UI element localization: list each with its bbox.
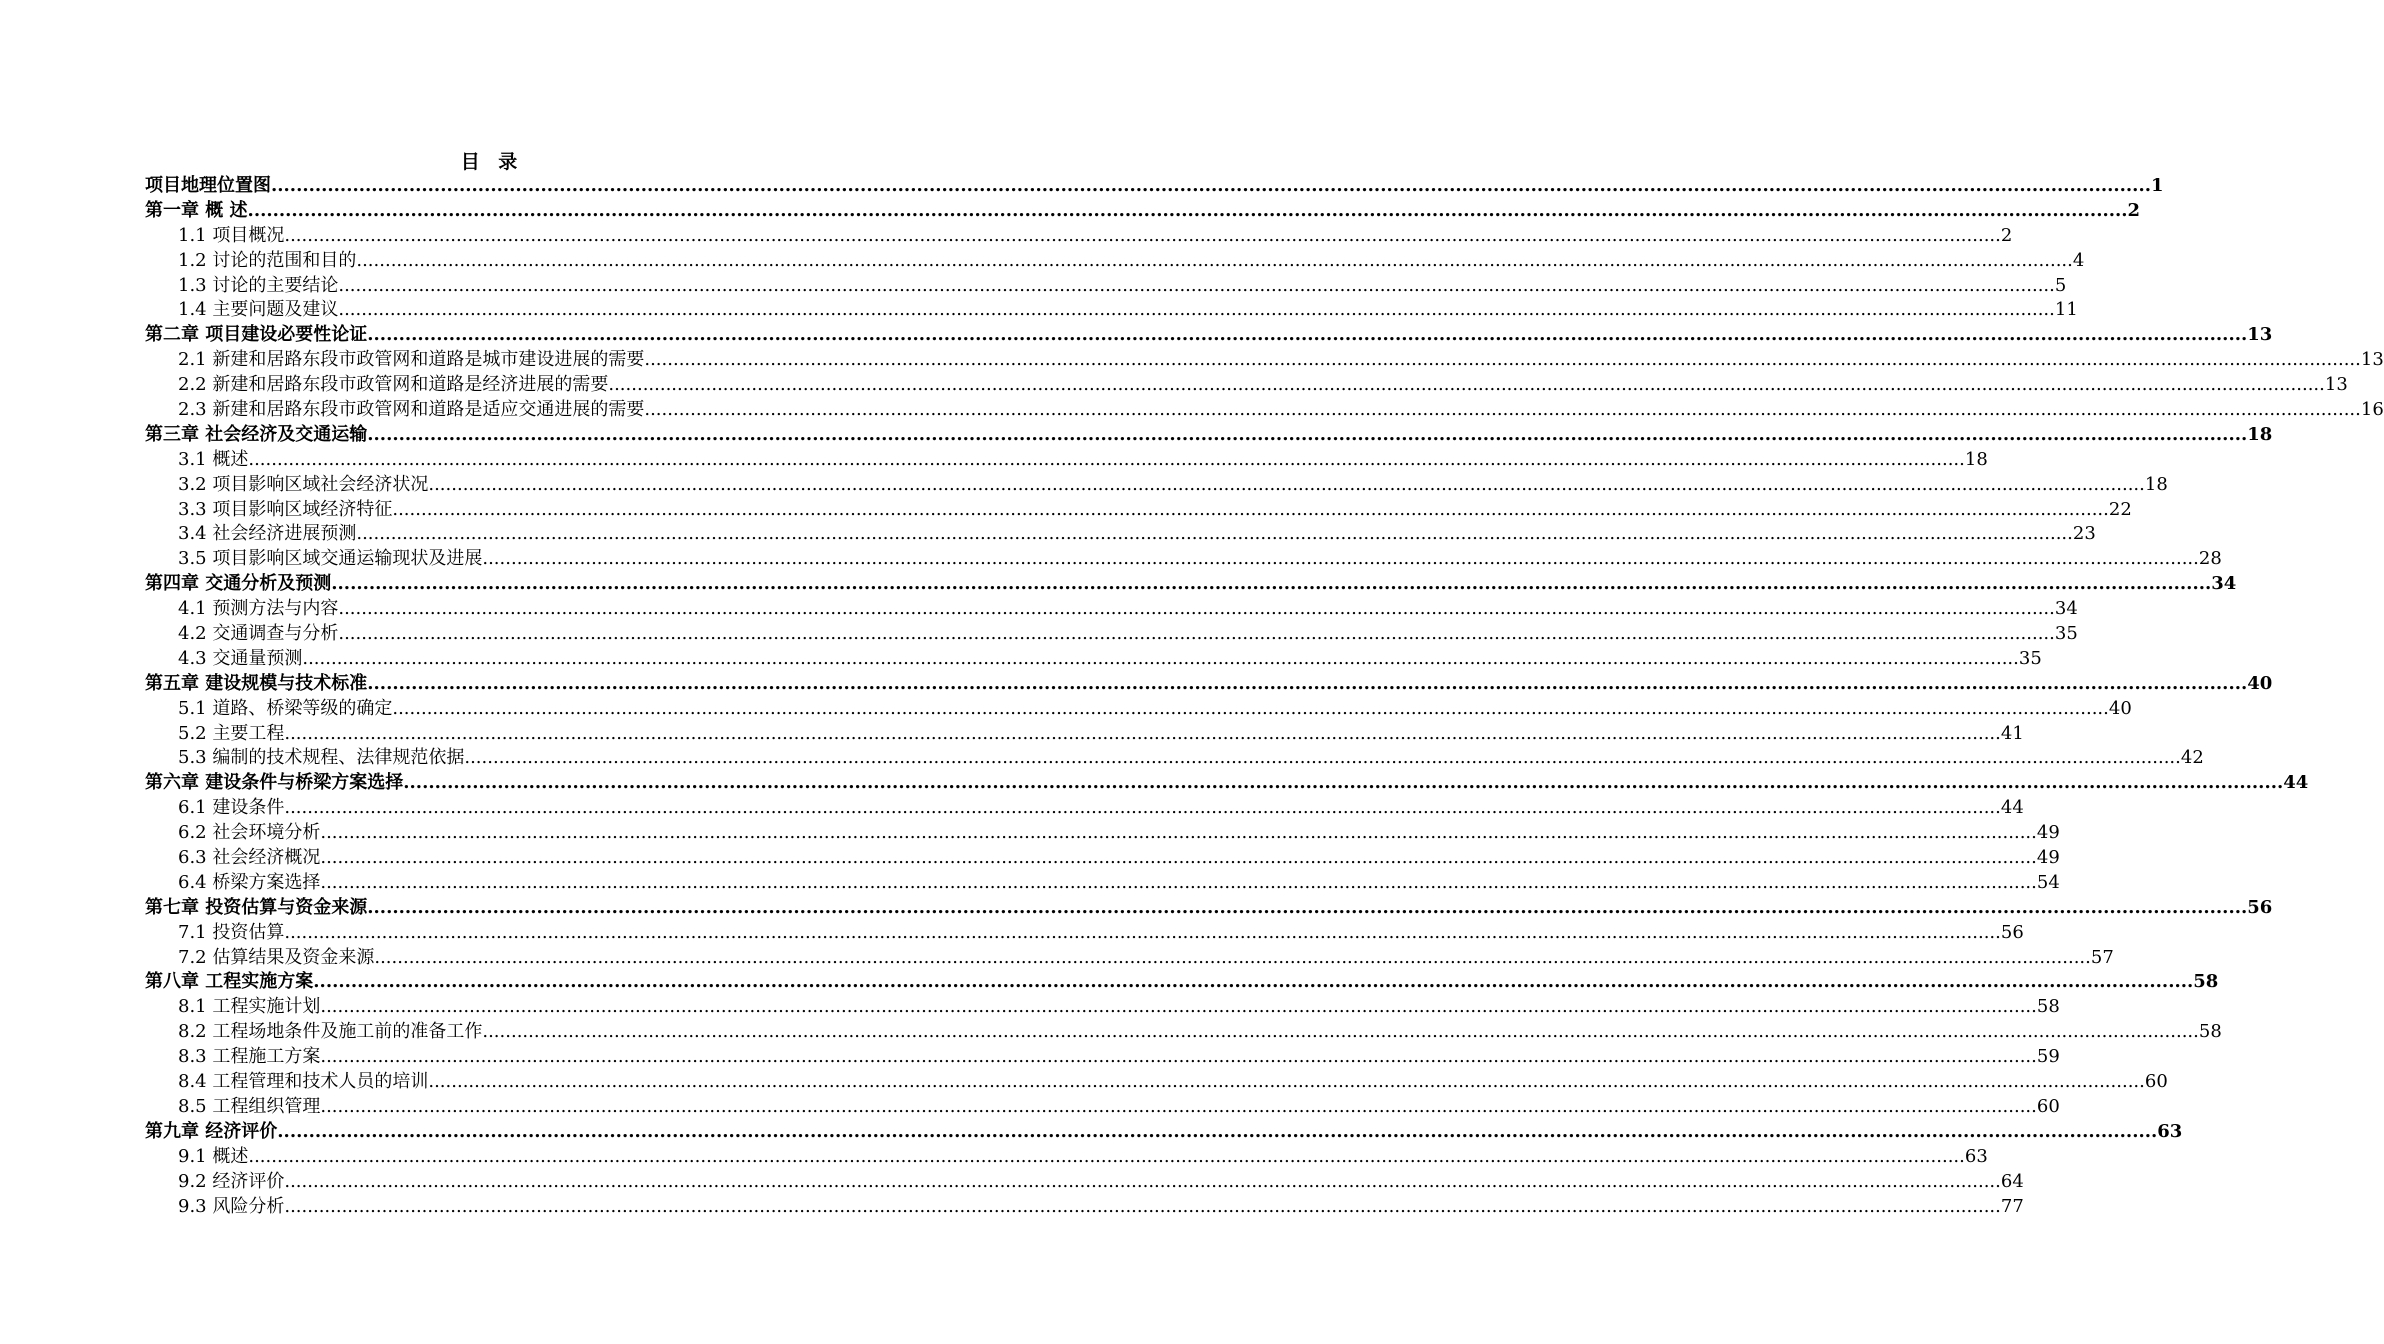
toc-entry-label: 第五章 建设规模与技术标准 — [145, 672, 368, 694]
toc-entry-label: 8.2 工程场地条件及施工前的准备工作 — [178, 1021, 483, 1043]
dot-leader: ............................................................................................................................................................................................................................................................................................................ — [338, 299, 2055, 321]
toc-section-entry[interactable] — [145, 1020, 2222, 1045]
toc-chapter-entry[interactable] — [145, 971, 2219, 996]
toc-chapter-entry[interactable] — [145, 174, 2164, 199]
toc-section-entry[interactable] — [145, 1045, 2060, 1070]
toc-section-entry[interactable] — [145, 597, 2078, 622]
toc-chapter-entry[interactable] — [145, 771, 2309, 796]
toc-entry-label: 1.1 项目概况 — [178, 224, 285, 246]
toc-entry-label: 6.2 社会环境分析 — [178, 822, 321, 844]
toc-page-number: 4 — [2072, 249, 2085, 271]
toc-page-number: 41 — [2000, 722, 2024, 744]
toc-section-entry[interactable] — [145, 821, 2060, 846]
toc-entry-label: 第七章 投资估算与资金来源 — [145, 896, 368, 918]
toc-section-entry[interactable] — [145, 796, 2024, 821]
toc-section-entry[interactable] — [145, 522, 2096, 547]
toc-page-number: 13 — [2324, 374, 2348, 396]
dot-leader: ............................................................................................................................................................................................................................................................................................................ — [338, 598, 2055, 620]
toc-entry-label: 2.1 新建和居路东段市政管网和道路是城市建设进展的需要 — [178, 349, 645, 371]
toc-page-number: 77 — [2000, 1195, 2024, 1217]
toc-entry-label: 9.1 概述 — [178, 1145, 249, 1167]
toc-section-entry[interactable] — [145, 249, 2085, 274]
toc-page-number: 63 — [2157, 1120, 2183, 1142]
toc-entry-label: 项目地理位置图 — [145, 174, 271, 196]
dot-leader: ............................................................................................................................................................................................................................................................................................................ — [320, 871, 2037, 893]
toc-entry-label: 7.2 估算结果及资金来源 — [178, 946, 375, 968]
table-of-contents — [145, 174, 2384, 1219]
dot-leader: ............................................................................................................................................................................................................................................................................................................ — [277, 1120, 2158, 1142]
toc-entry-label: 5.3 编制的技术规程、法律规范依据 — [178, 747, 465, 769]
dot-leader: ............................................................................................................................................................................................................................................................................................................ — [644, 399, 2361, 420]
toc-entry-label: 4.3 交通量预测 — [178, 647, 303, 669]
dot-leader: ............................................................................................................................................................................................................................................................................................................ — [271, 174, 2151, 196]
toc-section-entry[interactable] — [145, 746, 2204, 771]
dot-leader: ............................................................................................................................................................................................................................................................................................................ — [403, 772, 2284, 794]
dot-leader: ............................................................................................................................................................................................................................................................................................................ — [356, 249, 2073, 271]
toc-entry-label: 3.1 概述 — [178, 448, 249, 470]
dot-leader: ............................................................................................................................................................................................................................................................................................................ — [284, 722, 2001, 744]
toc-section-entry[interactable] — [145, 448, 1988, 473]
toc-entry-label: 1.2 讨论的范围和目的 — [178, 249, 357, 271]
toc-entry-label: 第三章 社会经济及交通运输 — [145, 423, 368, 445]
dot-leader: ............................................................................................................................................................................................................................................................................................................ — [392, 697, 2109, 719]
dot-leader: ............................................................................................................................................................................................................................................................................................................ — [338, 623, 2055, 645]
toc-entry-label: 5.1 道路、桥梁等级的确定 — [178, 697, 393, 719]
dot-leader: ............................................................................................................................................................................................................................................................................................................ — [482, 1021, 2199, 1043]
toc-page-number: 49 — [2036, 822, 2060, 844]
toc-page-number: 18 — [2144, 473, 2168, 495]
toc-entry-label: 8.3 工程施工方案 — [178, 1046, 321, 1068]
toc-page-number: 60 — [2144, 1071, 2168, 1093]
toc-section-entry[interactable] — [145, 1195, 2024, 1220]
toc-chapter-entry[interactable] — [145, 423, 2273, 448]
toc-page-number: 2 — [2000, 224, 2013, 246]
dot-leader: ............................................................................................................................................................................................................................................................................................................ — [367, 423, 2248, 445]
toc-entry-label: 2.3 新建和居路东段市政管网和道路是适应交通进展的需要 — [178, 399, 645, 420]
toc-entry-label: 5.2 主要工程 — [178, 722, 285, 744]
dot-leader: ............................................................................................................................................................................................................................................................................................................ — [464, 747, 2181, 769]
toc-section-entry[interactable] — [145, 647, 2042, 672]
dot-leader: ............................................................................................................................................................................................................................................................................................................ — [313, 971, 2194, 993]
toc-entry-label: 4.1 预测方法与内容 — [178, 598, 339, 620]
dot-leader: ............................................................................................................................................................................................................................................................................................................ — [482, 548, 2199, 570]
toc-page-number: 13 — [2247, 324, 2273, 346]
toc-entry-label: 3.5 项目影响区域交通运输现状及进展 — [178, 548, 483, 570]
dot-leader: ............................................................................................................................................................................................................................................................................................................ — [331, 573, 2212, 595]
toc-section-entry[interactable] — [145, 1145, 1988, 1170]
toc-page-number: 56 — [2247, 896, 2273, 918]
toc-section-entry[interactable] — [145, 498, 2132, 523]
toc-entry-label: 第九章 经济评价 — [145, 1120, 278, 1142]
dot-leader: ............................................................................................................................................................................................................................................................................................................ — [428, 1071, 2145, 1093]
dot-leader: ............................................................................................................................................................................................................................................................................................................ — [338, 274, 2055, 296]
toc-chapter-entry[interactable] — [145, 672, 2273, 697]
toc-entry-label: 3.4 社会经济进展预测 — [178, 523, 357, 545]
dot-leader: ............................................................................................................................................................................................................................................................................................................ — [367, 324, 2248, 346]
toc-page-number: 23 — [2072, 523, 2096, 545]
toc-page-number: 1 — [2150, 174, 2164, 196]
toc-chapter-entry[interactable] — [145, 572, 2237, 597]
toc-section-entry[interactable] — [145, 995, 2060, 1020]
toc-page-number: 54 — [2036, 871, 2060, 893]
toc-chapter-entry[interactable] — [145, 896, 2273, 921]
toc-page-number: 5 — [2054, 274, 2067, 296]
dot-leader: ............................................................................................................................................................................................................................................................................................................ — [644, 349, 2361, 371]
toc-page-number: 58 — [2036, 996, 2060, 1018]
dot-leader: ............................................................................................................................................................................................................................................................................................................ — [320, 1046, 2037, 1068]
toc-page-number: 2 — [2127, 199, 2141, 221]
toc-entry-label: 第四章 交通分析及预测 — [145, 573, 332, 595]
toc-page-number: 40 — [2108, 697, 2132, 719]
toc-entry-label: 8.5 工程组织管理 — [178, 1095, 321, 1117]
dot-leader: ............................................................................................................................................................................................................................................................................................................ — [428, 473, 2145, 495]
toc-page-number: 42 — [2180, 747, 2204, 769]
toc-page-number: 11 — [2054, 299, 2078, 321]
toc-section-entry[interactable] — [145, 1070, 2168, 1095]
toc-entry-label: 第二章 项目建设必要性论证 — [145, 324, 368, 346]
toc-section-entry[interactable] — [145, 921, 2024, 946]
toc-chapter-entry[interactable] — [145, 323, 2273, 348]
toc-page-number: 18 — [1964, 448, 1988, 470]
toc-page-number: 60 — [2036, 1095, 2060, 1117]
toc-page-number: 56 — [2000, 921, 2024, 943]
toc-page-number: 58 — [2198, 1021, 2222, 1043]
dot-leader: ............................................................................................................................................................................................................................................................................................................ — [302, 647, 2019, 669]
toc-page-number: 35 — [2018, 647, 2042, 669]
toc-section-entry[interactable] — [145, 1170, 2024, 1195]
toc-section-entry[interactable] — [145, 398, 2384, 423]
toc-entry-label: 6.3 社会经济概况 — [178, 847, 321, 869]
toc-page-number: 57 — [2090, 946, 2114, 968]
toc-entry-label: 第八章 工程实施方案 — [145, 971, 314, 993]
toc-page-number: 59 — [2036, 1046, 2060, 1068]
dot-leader: ............................................................................................................................................................................................................................................................................................................ — [284, 797, 2001, 819]
toc-page-number: 18 — [2247, 423, 2273, 445]
dot-leader: ............................................................................................................................................................................................................................................................................................................ — [284, 1170, 2001, 1192]
toc-section-entry[interactable] — [145, 298, 2078, 323]
toc-page-number: 49 — [2036, 847, 2060, 869]
dot-leader: ............................................................................................................................................................................................................................................................................................................ — [320, 996, 2037, 1018]
dot-leader: ............................................................................................................................................................................................................................................................................................................ — [320, 1095, 2037, 1117]
dot-leader: ............................................................................................................................................................................................................................................................................................................ — [284, 921, 2001, 943]
toc-section-entry[interactable] — [145, 348, 2384, 373]
toc-section-entry[interactable] — [145, 622, 2078, 647]
dot-leader: ............................................................................................................................................................................................................................................................................................................ — [320, 847, 2037, 869]
dot-leader: ............................................................................................................................................................................................................................................................................................................ — [320, 822, 2037, 844]
dot-leader: ............................................................................................................................................................................................................................................................................................................ — [608, 374, 2325, 396]
toc-entry-label: 2.2 新建和居路东段市政管网和道路是经济进展的需要 — [178, 374, 609, 396]
dot-leader: ............................................................................................................................................................................................................................................................................................................ — [356, 523, 2073, 545]
toc-page-number: 28 — [2198, 548, 2222, 570]
toc-entry-label: 1.3 讨论的主要结论 — [178, 274, 339, 296]
toc-page-number: 13 — [2360, 349, 2384, 371]
toc-page-number: 34 — [2054, 598, 2078, 620]
toc-page-number: 35 — [2054, 623, 2078, 645]
toc-page-number: 44 — [2000, 797, 2024, 819]
dot-leader: ............................................................................................................................................................................................................................................................................................................ — [248, 448, 1965, 470]
toc-section-entry[interactable] — [145, 946, 2114, 971]
toc-section-entry[interactable] — [145, 473, 2168, 498]
toc-page-number: 34 — [2211, 573, 2237, 595]
dot-leader: ............................................................................................................................................................................................................................................................................................................ — [284, 224, 2001, 246]
toc-entry-label: 9.3 风险分析 — [178, 1195, 285, 1217]
toc-entry-label: 3.3 项目影响区域经济特征 — [178, 498, 393, 520]
toc-entry-label: 9.2 经济评价 — [178, 1170, 285, 1192]
toc-section-entry[interactable] — [145, 373, 2348, 398]
dot-leader: ............................................................................................................................................................................................................................................................................................................ — [247, 199, 2128, 221]
toc-page-number: 44 — [2283, 772, 2309, 794]
toc-entry-label: 1.4 主要问题及建议 — [178, 299, 339, 321]
toc-page-number: 16 — [2360, 399, 2384, 420]
toc-entry-label: 第一章 概 述 — [145, 199, 248, 221]
toc-title: 目 录 — [460, 151, 524, 173]
toc-entry-label: 8.4 工程管理和技术人员的培训 — [178, 1071, 429, 1093]
dot-leader: ............................................................................................................................................................................................................................................................................................................ — [284, 1195, 2001, 1217]
toc-section-entry[interactable] — [145, 871, 2060, 896]
toc-page-number: 58 — [2193, 971, 2219, 993]
toc-entry-label: 4.2 交通调查与分析 — [178, 623, 339, 645]
dot-leader: ............................................................................................................................................................................................................................................................................................................ — [248, 1145, 1965, 1167]
toc-entry-label: 3.2 项目影响区域社会经济状况 — [178, 473, 429, 495]
toc-page-number: 40 — [2247, 672, 2273, 694]
toc-entry-label: 7.1 投资估算 — [178, 921, 285, 943]
toc-section-entry[interactable] — [145, 274, 2067, 299]
toc-section-entry[interactable] — [145, 697, 2132, 722]
toc-entry-label: 6.1 建设条件 — [178, 797, 285, 819]
toc-entry-label: 8.1 工程实施计划 — [178, 996, 321, 1018]
toc-chapter-entry[interactable] — [145, 199, 2141, 224]
toc-section-entry[interactable] — [145, 1095, 2060, 1120]
dot-leader: ............................................................................................................................................................................................................................................................................................................ — [367, 896, 2248, 918]
toc-entry-label: 第六章 建设条件与桥梁方案选择 — [145, 772, 404, 794]
toc-section-entry[interactable] — [145, 722, 2024, 747]
dot-leader: ............................................................................................................................................................................................................................................................................................................ — [374, 946, 2091, 968]
dot-leader: ............................................................................................................................................................................................................................................................................................................ — [392, 498, 2109, 520]
toc-page-number: 64 — [2000, 1170, 2024, 1192]
dot-leader: ............................................................................................................................................................................................................................................................................................................ — [367, 672, 2248, 694]
toc-section-entry[interactable] — [145, 224, 2013, 249]
toc-section-entry[interactable] — [145, 547, 2222, 572]
toc-page-number: 22 — [2108, 498, 2132, 520]
toc-chapter-entry[interactable] — [145, 1120, 2183, 1145]
toc-page-number: 63 — [1964, 1145, 1988, 1167]
toc-entry-label: 6.4 桥梁方案选择 — [178, 871, 321, 893]
toc-section-entry[interactable] — [145, 846, 2060, 871]
